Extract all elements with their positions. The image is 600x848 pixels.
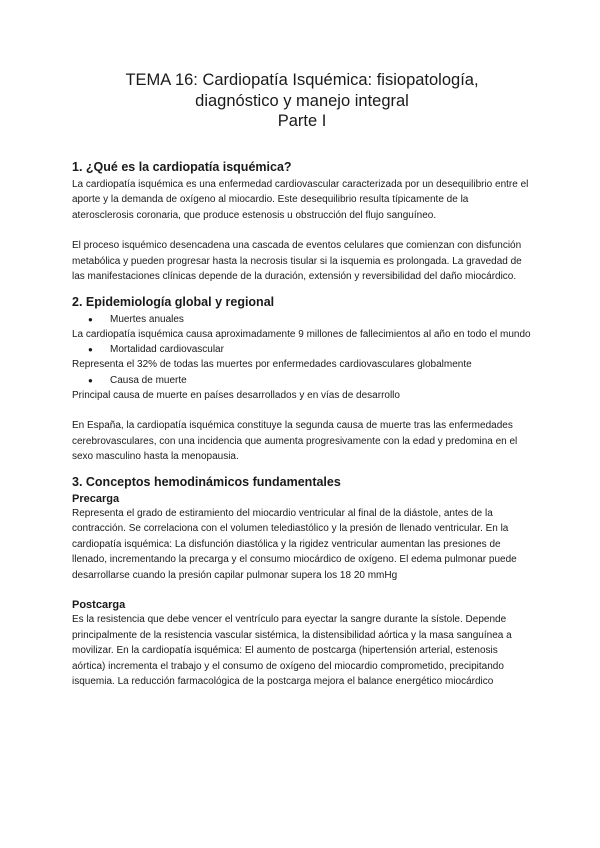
list-item-text: La cardiopatía isquémica causa aproximadamente 9 millones de fallecimientos al año en todo el mundo (72, 328, 531, 340)
section-3-heading: 3. Conceptos hemodinámicos fundamentales (72, 474, 341, 489)
section-2 (72, 295, 532, 465)
section-1-heading: 1. ¿Qué es la cardiopatía isquémica? (72, 159, 292, 174)
title-line-1: TEMA 16: Cardiopatía Isquémica: fisiopatología, (125, 71, 479, 89)
postcarga-paragraph: Es la resistencia que debe vencer el ventrículo para eyectar la sangre durante la sístole. Depende principalmente de la resistencia vascular sistémica, la distensibilidad aórtica y la masa sanguínea a movilizar. En la cardiopatía isquémica: El aumento de postcarga (hipertensión arterial, estenosis aórtica) incrementa el trabajo y el consumo de oxígeno del miocardio comprometido, precipitando isquemia. La reducción farmacológica de la postcarga mejora el balance energético miocárdico (72, 614, 512, 687)
epidemiology-list-2 (72, 342, 532, 357)
section-1-paragraph-2: El proceso isquémico desencadena una cascada de eventos celulares que comienzan con disfunción metabólica y pueden progresar hasta la necrosis tisular si la isquemia es prolongada. La gravedad de las manifestaciones clínicas depende de la duración, extensión y reversibilidad del daño miocárdico. (72, 240, 522, 282)
section-2-paragraph: En España, la cardiopatía isquémica constituye la segunda causa de muerte tras las enfermedades cerebrovasculares, con una incidencia que aumenta progresivamente con la edad y predomina en el sexo masculino hasta la menopausia. (72, 420, 518, 462)
list-item-text: Representa el 32% de todas las muertes por enfermedades cardiovasculares globalmente (72, 359, 472, 370)
section-2-heading: 2. Epidemiología global y regional (72, 294, 275, 309)
epidemiology-list (72, 312, 532, 327)
section-3 (72, 475, 532, 690)
postcarga-heading: Postcarga (72, 599, 126, 611)
list-item-bullet: ● Mortalidad cardiovascular (72, 342, 532, 357)
section-1-paragraph-1: La cardiopatía isquémica es una enfermedad cardiovascular caracterizada por un desequilibrio entre el aporte y la demanda de oxígeno al miocardio. Este desequilibrio resulta típicamente de la aterosclerosis coronaria, que produce estenosis u obstrucción del flujo sanguíneo. (72, 178, 529, 221)
section-1 (72, 160, 532, 285)
list-item-text: Principal causa de muerte en países desarrollados y en vías de desarrollo (72, 389, 400, 401)
precarga-paragraph: Representa el grado de estiramiento del miocardio ventricular al final de la diástole, antes de la contracción. Se correlaciona con el volumen telediastólico y la presión de llenado ventricular. En la cardiopatía isquémica: La disfunción diastólica y la rigidez ventricular aumentan las presiones de llenado, incrementando la precarga y el consumo miocárdico de oxígeno. El edema pulmonar puede desarrollarse cuando la presión capilar pulmonar supera los 18 20 mmHg (72, 507, 517, 581)
list-item-bullet: ● Muertes anuales (72, 312, 532, 327)
document-title (72, 70, 532, 132)
epidemiology-list-3 (72, 373, 532, 388)
precarga-heading: Precarga (72, 492, 120, 505)
document-page (72, 70, 532, 690)
title-line-3: Parte I (277, 112, 327, 130)
title-line-2: diagnóstico y manejo integral (195, 91, 409, 110)
list-item-bullet: ● Causa de muerte (72, 373, 532, 388)
